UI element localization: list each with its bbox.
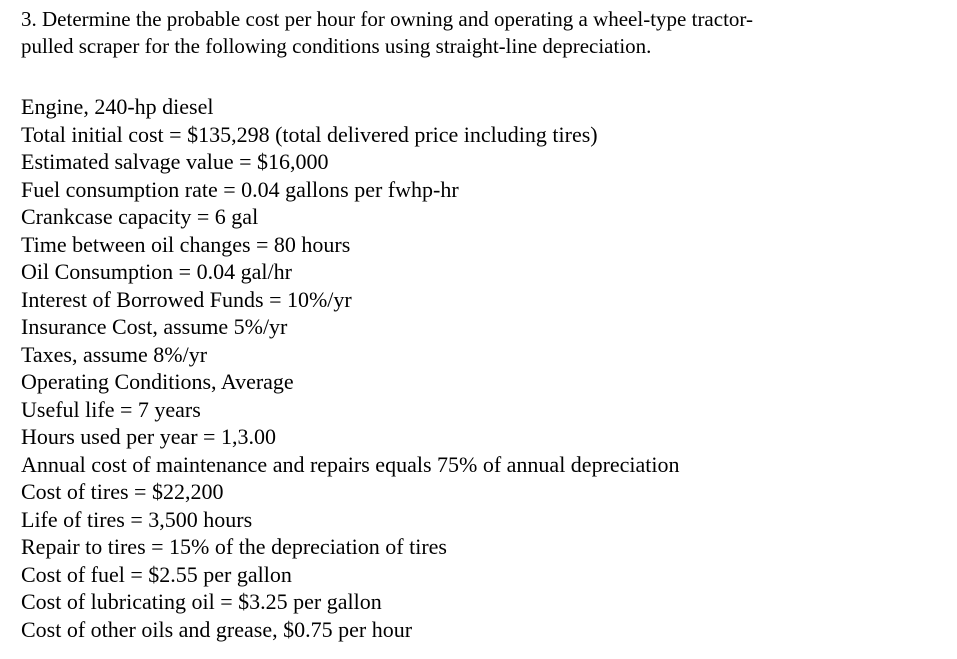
condition-cost-of-tires: Cost of tires = $22,200 [21,479,224,504]
condition-salvage-value: Estimated salvage value = $16,000 [21,149,329,174]
problem-statement-line-1: 3. Determine the probable cost per hour for owning and operating a wheel-type tractor- [21,7,753,31]
condition-tire-repair: Repair to tires = 15% of the depreciation of tires [21,534,447,559]
condition-operating-conditions: Operating Conditions, Average [21,369,294,394]
condition-total-initial-cost: Total initial cost = $135,298 (total delivered price including tires) [21,121,598,147]
condition-engine: Engine, 240-hp diesel [21,94,214,119]
condition-cost-of-lubricating-oil: Cost of lubricating oil = $3.25 per gallon [21,589,382,614]
condition-insurance-cost: Insurance Cost, assume 5%/yr [21,314,288,339]
condition-other-oils-grease: Cost of other oils and grease, $0.75 per hour [21,616,413,642]
condition-life-of-tires: Life of tires = 3,500 hours [21,506,253,532]
conditions-list [21,93,941,643]
condition-oil-change-interval: Time between oil changes = 80 hours [21,231,351,257]
condition-taxes: Taxes, assume 8%/yr [21,341,208,367]
document-page [21,6,941,659]
problem-statement-line-2: pulled scraper for the following conditions using straight-line depreciation. [21,34,652,58]
condition-interest-rate: Interest of Borrowed Funds = 10%/yr [21,286,352,312]
condition-oil-consumption: Oil Consumption = 0.04 gal/hr [21,259,292,284]
condition-hours-per-year: Hours used per year = 1,3.00 [21,424,276,449]
problem-statement [21,6,941,60]
condition-useful-life: Useful life = 7 years [21,396,201,422]
condition-fuel-consumption: Fuel consumption rate = 0.04 gallons per fwhp-hr [21,176,459,202]
condition-maintenance-repairs: Annual cost of maintenance and repairs equals 75% of annual depreciation [21,451,680,477]
condition-crankcase-capacity: Crankcase capacity = 6 gal [21,204,259,229]
condition-cost-of-fuel: Cost of fuel = $2.55 per gallon [21,561,292,587]
